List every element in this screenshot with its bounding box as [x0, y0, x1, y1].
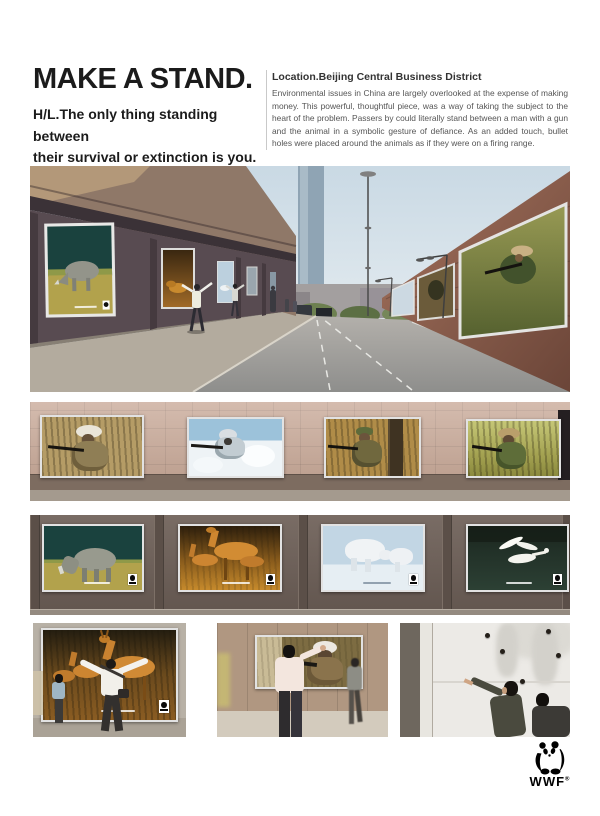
billboard-polar-street [217, 261, 234, 303]
bullet-hole [556, 653, 561, 658]
person-pointing [489, 693, 527, 737]
billboard-polar-bears [321, 524, 425, 592]
passerby-woman [52, 682, 65, 699]
bullet-hole [520, 679, 525, 684]
billboard-hunter-green-grass [466, 419, 561, 478]
billboard-hunter-snow [187, 417, 284, 478]
wwf-logo [527, 741, 573, 795]
location-body: Environmental issues in China are largely overlooked at the expense of making money. This powerful, thoughtful piece, was a way of taking the subject to the heart of the problem. Passers by could literally stand between a man with a gun and the animal in a symbolic gesture of defiance. As an added touch, bullet holes were placed around the animals as if they were on a firing range. [272, 88, 568, 149]
headline-line2: their survival or extinction is you. [33, 149, 257, 166]
wall-base [30, 609, 570, 615]
billboard-rhino [42, 524, 144, 592]
registered-mark: ® [565, 776, 571, 783]
location-block [272, 71, 568, 150]
photo-bullet-holes [400, 623, 570, 737]
impala-fawn [192, 554, 218, 566]
tree-trunk [388, 419, 403, 476]
location-title: Location.Beijing Central Business District [272, 71, 482, 83]
bullet-hole [485, 633, 490, 638]
billboard-impala [178, 524, 282, 592]
wwf-wordmark: WWF® [529, 774, 571, 789]
man-shirt [275, 657, 304, 693]
hunters-wall-photo [30, 402, 570, 501]
passerby-partial [33, 671, 43, 715]
photo-man-blocking [217, 623, 388, 737]
panda-icon [532, 741, 568, 775]
frame-edge-dark [400, 623, 420, 737]
bullet-hole [546, 629, 551, 634]
billboard-deer-street [161, 248, 195, 309]
header-divider [266, 70, 267, 150]
man-head [283, 645, 295, 658]
man-head [106, 659, 116, 669]
pavement [30, 490, 570, 501]
billboard-hunter-dry-grass [40, 415, 144, 478]
bear-leg2 [532, 623, 558, 685]
hand [320, 645, 326, 651]
photo-man-arms-spread [33, 623, 186, 737]
person-watching [536, 693, 549, 707]
billboard-hunter-tree [324, 417, 421, 478]
headline [33, 104, 273, 169]
impala-fawn2 [240, 556, 264, 567]
hunter-body [307, 657, 343, 685]
page-title: MAKE A STAND. [33, 63, 253, 95]
frame-edge-white [420, 623, 433, 737]
passerby-right [347, 666, 362, 691]
animals-wall-photo [30, 515, 570, 615]
billboard-white-bird [466, 524, 569, 592]
messenger-bag [118, 689, 129, 698]
passerby-blur-left [217, 653, 230, 707]
bullet-hole [500, 649, 505, 654]
polar-bear-cub [389, 548, 413, 565]
billboard-far-street [247, 267, 257, 295]
billboard-rhino-street [44, 222, 116, 317]
main-street-photo [30, 166, 570, 392]
headline-line1: H/L.The only thing standing between [33, 106, 218, 144]
